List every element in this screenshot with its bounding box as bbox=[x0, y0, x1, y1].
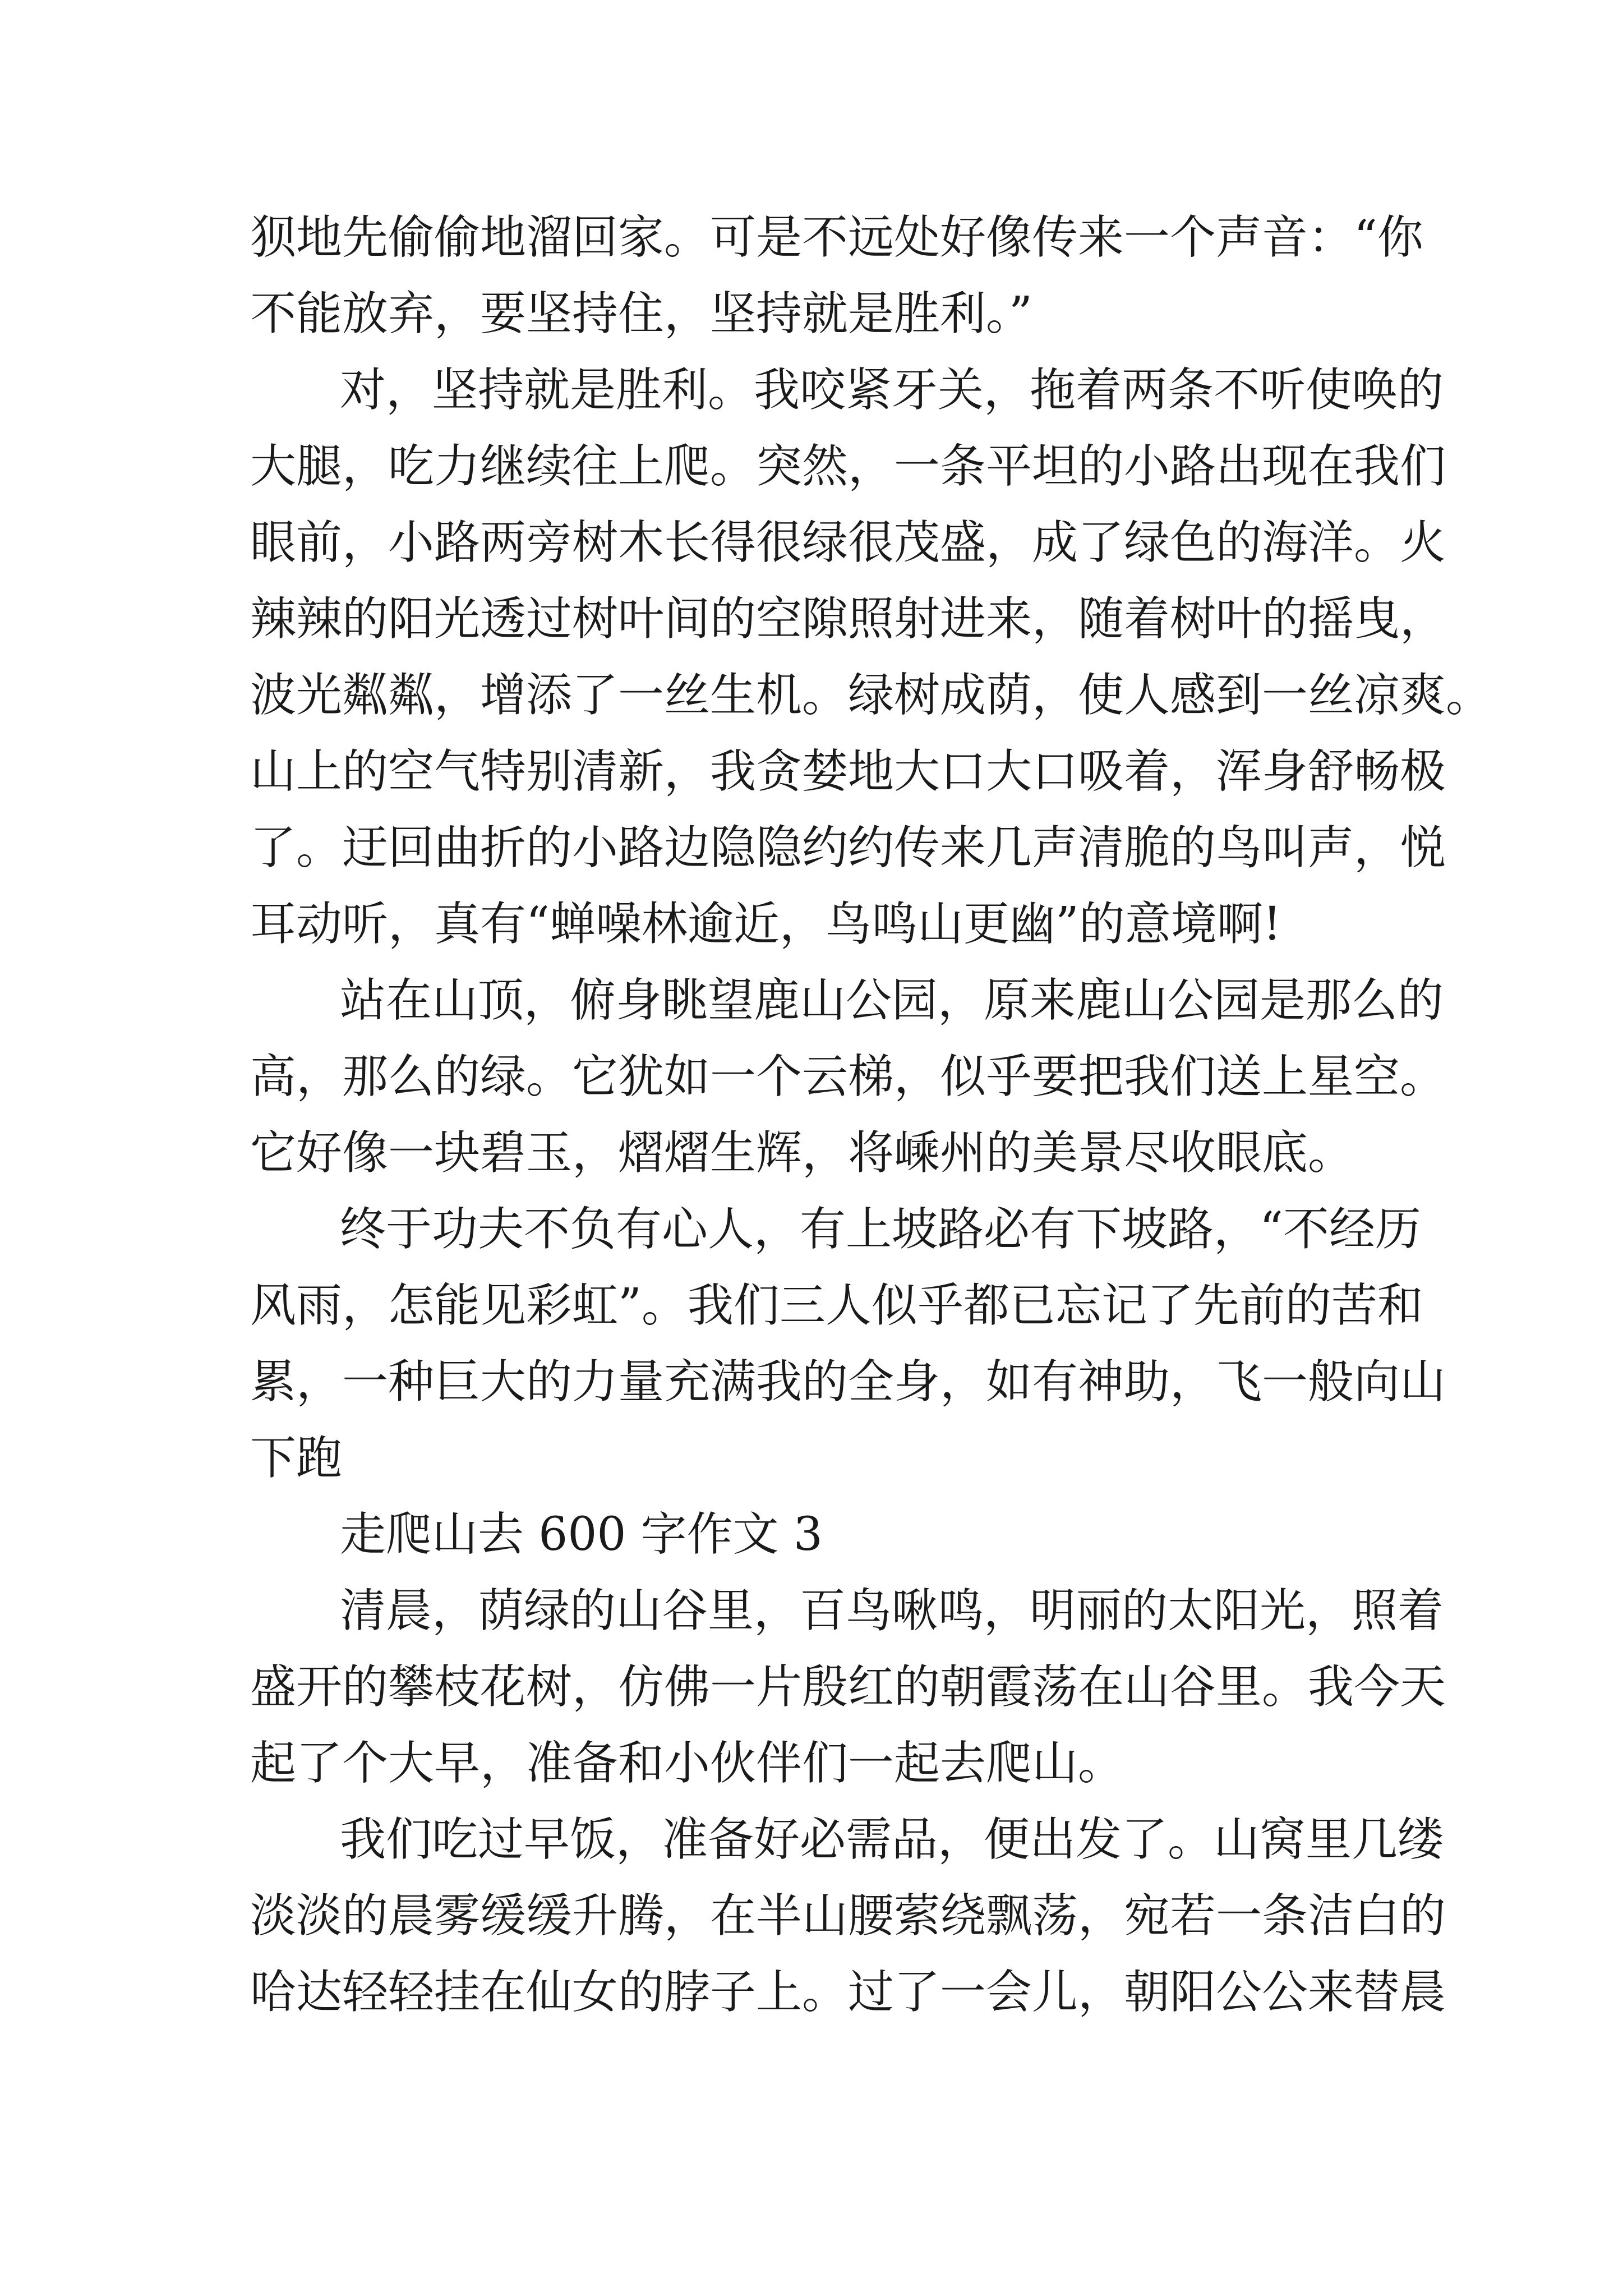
paragraph-start-line: 终于功夫不负有心人，有上坡路必有下坡路，“不经历 bbox=[340, 1203, 1421, 1256]
paragraph-start-line: 我们吃过早饭，准备好必需品，便出发了。山窝里几缕 bbox=[340, 1813, 1444, 1866]
paragraph-start-line: 站在山顶，俯身眺望鹿山公园，原来鹿山公园是那么的 bbox=[340, 974, 1444, 1027]
text-line: 哈达轻轻挂在仙女的脖子上。过了一会儿，朝阳公公来替晨 bbox=[250, 1966, 1446, 2019]
text-line: 波光粼粼，增添了一丝生机。绿树成荫，使人感到一丝凉爽。 bbox=[250, 669, 1492, 722]
text-line: 了。迂回曲折的小路边隐隐约约传来几声清脆的鸟叫声，悦 bbox=[250, 821, 1446, 875]
text-line: 高，那么的绿。它犹如一个云梯，似乎要把我们送上星空。 bbox=[250, 1050, 1446, 1103]
text-line: 眼前，小路两旁树木长得很绿很茂盛，成了绿色的海洋。火 bbox=[250, 516, 1446, 569]
body-text bbox=[250, 200, 1492, 2031]
paragraph-start-line: 清晨，荫绿的山谷里，百鸟啾鸣，明丽的太阳光，照着 bbox=[340, 1584, 1444, 1637]
paragraph-start-line: 对，坚持就是胜利。我咬紧牙关，拖着两条不听使唤的 bbox=[340, 364, 1444, 417]
text-line: 下跑 bbox=[250, 1432, 343, 1485]
text-line: 大腿，吃力继续往上爬。突然，一条平坦的小路出现在我们 bbox=[250, 440, 1446, 493]
text-line: 它好像一块碧玉，熠熠生辉，将嵊州的美景尽收眼底。 bbox=[250, 1126, 1354, 1180]
text-line: 狈地先偷偷地溜回家。可是不远处好像传来一个声音：“你 bbox=[250, 211, 1423, 264]
text-line: 山上的空气特别清新，我贪婪地大口大口吸着，浑身舒畅极 bbox=[250, 745, 1446, 798]
text-line: 不能放弃，要坚持住，坚持就是胜利。” bbox=[250, 287, 1032, 341]
text-line: 辣辣的阳光透过树叶间的空隙照射进来，随着树叶的摇曳， bbox=[250, 592, 1446, 646]
text-line: 耳动听，真有“蝉噪林逾近，鸟鸣山更幽”的意境啊! bbox=[250, 898, 1281, 951]
section-title: 走爬山去 600 字作文 3 bbox=[340, 1508, 823, 1561]
text-line: 风雨，怎能见彩虹”。我们三人似乎都已忘记了先前的苦和 bbox=[250, 1279, 1423, 1332]
text-line: 淡淡的晨雾缓缓升腾，在半山腰萦绕飘荡，宛若一条洁白的 bbox=[250, 1889, 1446, 1943]
text-line: 盛开的攀枝花树，仿佛一片殷红的朝霞荡在山谷里。我今天 bbox=[250, 1660, 1446, 1714]
text-line: 起了个大早，准备和小伙伴们一起去爬山。 bbox=[250, 1737, 1124, 1790]
text-line: 累，一种巨大的力量充满我的全身，如有神助，飞一般向山 bbox=[250, 1355, 1446, 1409]
